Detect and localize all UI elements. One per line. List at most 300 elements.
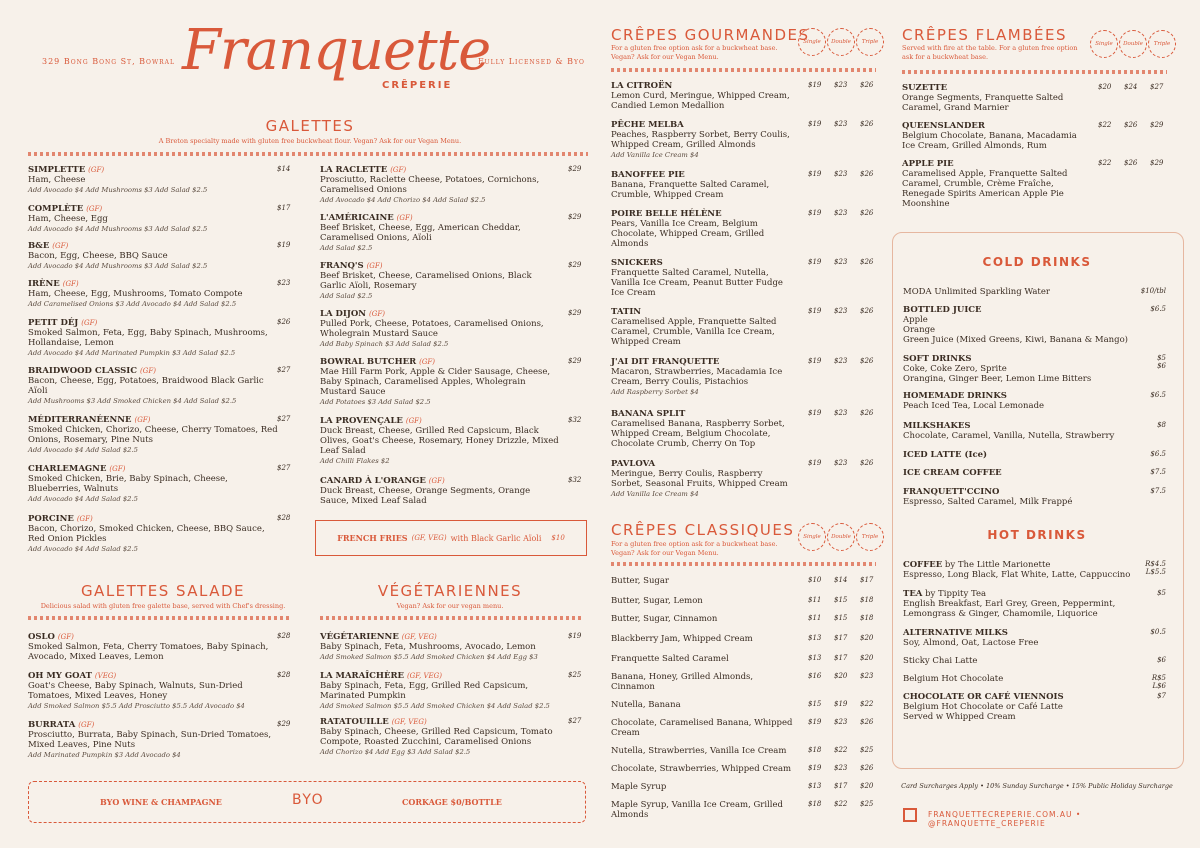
item-desc: Pears, Vanilla Ice Cream, Belgium Chocolate, Whipped Cream, Grilled Almonds	[611, 219, 765, 249]
item-name: BRAIDWOOD CLASSIC (GF)	[28, 366, 156, 376]
item-desc: Macaron, Strawberries, Macadamia Ice Cream, Berry Coulis, Pistachios	[611, 367, 783, 387]
price-line: $5	[1157, 589, 1166, 597]
item-addons: Add Avocado $4 Add Marinated Pumpkin $3 Add Salad $2.5	[28, 349, 236, 357]
size-triple: Triple	[856, 523, 884, 551]
item-desc: Franquette Salted Caramel, Nutella, Vanilla Ice Cream, Peanut Butter Fudge Ice Cream	[611, 268, 783, 298]
item-desc: Orange Segments, Franquette Salted Caramel, Grand Marnier	[902, 93, 1064, 113]
menu-item	[611, 409, 796, 449]
gourmandes-title: CRÊPES GOURMANDES	[611, 26, 810, 44]
item-tag: (GF)	[134, 416, 151, 424]
item-tag: (GF)	[428, 477, 445, 485]
item-name: SUZETTE	[902, 83, 948, 93]
item-price: $13	[808, 654, 822, 662]
item-price: $23	[834, 764, 848, 772]
item-price: $22	[834, 746, 848, 754]
item-name: Butter, Sugar, Lemon	[611, 596, 703, 606]
item-tag: (GF)	[78, 721, 95, 729]
drink-name: HOMEMADE DRINKS	[903, 391, 1007, 401]
address: 329 Bong Bong St, Bowral	[42, 57, 175, 66]
item-desc: Prosciutto, Burrata, Baby Spinach, Sun-Dried Tomatoes, Mixed Leaves, Pine Nuts	[28, 730, 272, 750]
instagram-handle: @FRANQUETTE_CREPERIE	[928, 819, 1046, 828]
item-price: $19	[808, 170, 822, 178]
item-price: $15	[808, 700, 822, 708]
item-price: $23	[834, 409, 848, 417]
instagram-icon	[903, 808, 917, 822]
item-price: $25	[860, 800, 874, 808]
item-price: $19	[568, 632, 582, 640]
item-price: $23	[834, 170, 848, 178]
item-desc: Baby Spinach, Feta, Egg, Grilled Red Capsicum, Marinated Pumpkin	[320, 681, 529, 701]
fries-price: $10	[551, 534, 565, 542]
menu-item	[28, 632, 283, 662]
item-name: J'AI DIT FRANQUETTE	[611, 357, 720, 367]
drink-supplier: by Tippity Tea	[922, 589, 987, 599]
menu-item	[611, 596, 796, 606]
drink-desc: Espresso, Long Black, Flat White, Latte, Cappuccino	[903, 570, 1131, 580]
divider	[611, 562, 876, 566]
drink-desc: Soy, Almond, Oat, Lactose Free	[903, 638, 1039, 648]
hot-drinks-title: HOT DRINKS	[987, 528, 1087, 542]
item-price: $27	[568, 717, 582, 725]
item-tag: (GF)	[390, 166, 407, 174]
divider	[611, 68, 876, 72]
item-price: $23	[860, 672, 874, 680]
item-name: TATIN	[611, 307, 642, 317]
item-price: $29	[568, 213, 582, 221]
menu-item	[902, 83, 1087, 113]
website-link[interactable]	[928, 810, 1200, 828]
item-desc: Smoked Chicken, Brie, Baby Spinach, Cheese, Blueberries, Walnuts	[28, 474, 228, 494]
item-name: PETIT DÉJ (GF)	[28, 318, 98, 328]
item-price: $23	[277, 279, 291, 287]
item-price: $10	[808, 576, 822, 584]
item-price: $26	[860, 409, 874, 417]
item-name: POIRE BELLE HÉLÈNE	[611, 209, 722, 219]
menu-item	[611, 764, 796, 774]
item-name: BURRATA (GF)	[28, 720, 95, 730]
menu-item	[611, 459, 796, 499]
item-desc: Caramelised Banana, Raspberry Sorbet, Whipped Cream, Belgium Chocolate, Chocolate Crumb, Cherry On Top	[611, 419, 785, 449]
item-desc: Bacon, Egg, Cheese, BBQ Sauce	[28, 251, 168, 261]
item-name: Maple Syrup	[611, 782, 667, 792]
fries-tag: (GF, VEG)	[411, 534, 447, 542]
item-price: $27	[277, 415, 291, 423]
item-price: $25	[860, 746, 874, 754]
drink-desc: Apple	[903, 315, 928, 325]
item-desc: Pulled Pork, Cheese, Potatoes, Caramelised Onions, Wholegrain Mustard Sauce	[320, 319, 544, 339]
item-name: LA DIJON (GF)	[320, 309, 385, 319]
menu-item	[902, 159, 1087, 209]
drink-price	[1138, 589, 1166, 597]
item-name: OSLO (GF)	[28, 632, 74, 642]
item-price: $18	[808, 746, 822, 754]
menu-item	[28, 671, 283, 711]
galettes-note: A Breton specialty made with gluten free buckwheat flour. Vegan? Ask for our Vegan Menu.	[158, 137, 462, 145]
item-price: $26	[860, 81, 874, 89]
item-price: $28	[277, 632, 291, 640]
item-addons: Add Salad $2.5	[320, 244, 373, 252]
drink-price	[1138, 560, 1166, 576]
item-tag: (GF, VEG)	[391, 718, 427, 726]
item-price: $27	[277, 464, 291, 472]
drink-supplier: by The Little Marionette	[942, 560, 1051, 570]
item-tag: (GF)	[86, 205, 103, 213]
item-name: Nutella, Strawberries, Vanilla Ice Cream	[611, 746, 787, 756]
item-price: $26	[1124, 121, 1138, 129]
galettes-title: GALETTES	[265, 117, 355, 135]
drink-price	[1138, 692, 1166, 700]
drink-name: MILKSHAKES	[903, 421, 971, 431]
drink-item	[903, 589, 1143, 619]
item-price: $26	[860, 764, 874, 772]
menu-item	[28, 241, 283, 271]
drink-desc: Peach Iced Tea, Local Lemonade	[903, 401, 1045, 411]
item-tag: (GF)	[419, 358, 436, 366]
item-price: $13	[808, 782, 822, 790]
item-price: $26	[860, 718, 874, 726]
item-price: $26	[277, 318, 291, 326]
item-tag: (VEG)	[94, 672, 117, 680]
menu-item	[611, 700, 796, 710]
flambees-title: CRÊPES FLAMBÉES	[902, 26, 1067, 44]
item-desc: Baby Spinach, Feta, Mushrooms, Avocado, Lemon	[320, 642, 536, 652]
item-price: $14	[277, 165, 291, 173]
item-name: SNICKERS	[611, 258, 663, 268]
item-name: PÊCHE MELBA	[611, 120, 684, 130]
menu-item	[320, 309, 560, 349]
drink-price	[1138, 305, 1166, 313]
item-tag: (GF)	[396, 214, 413, 222]
item-desc: Ham, Cheese, Egg, Mushrooms, Tomato Compote	[28, 289, 243, 299]
size-single: Single	[1090, 30, 1118, 58]
item-price: $23	[834, 357, 848, 365]
item-name: Butter, Sugar	[611, 576, 669, 586]
item-price: $18	[808, 800, 822, 808]
item-name: SIMPLETTE (GF)	[28, 165, 105, 175]
item-price: $29	[568, 261, 582, 269]
french-fries-box	[315, 520, 587, 556]
item-price: $29	[568, 165, 582, 173]
item-price: $14	[834, 576, 848, 584]
item-price: $19	[808, 357, 822, 365]
item-price: $27	[1150, 83, 1164, 91]
item-price: $20	[860, 634, 874, 642]
menu-item	[611, 800, 796, 820]
item-price: $18	[860, 614, 874, 622]
drink-name: TEA by Tippity Tea	[903, 589, 987, 599]
size-single: Single	[798, 28, 826, 56]
menu-item	[320, 717, 560, 757]
menu-item	[28, 279, 283, 309]
menu-item	[611, 357, 796, 397]
menu-item	[611, 120, 796, 160]
drink-item	[903, 421, 1143, 441]
menu-item	[611, 307, 796, 347]
item-desc: Smoked Salmon, Feta, Cherry Tomatoes, Baby Spinach, Avocado, Mixed Leaves, Lemon	[28, 642, 269, 662]
drink-name: Belgium Hot Chocolate	[903, 674, 1004, 684]
price-line: $6	[1157, 362, 1166, 370]
price-line: L$5.5	[1145, 568, 1166, 576]
item-price: $26	[860, 459, 874, 467]
drink-item	[903, 391, 1143, 411]
item-price: $23	[834, 718, 848, 726]
item-name: APPLE PIE	[902, 159, 954, 169]
item-addons: Add Avocado $4 Add Salad $2.5	[28, 545, 138, 553]
item-name: RATATOUILLE (GF, VEG)	[320, 717, 427, 727]
item-name: PORCINE (GF)	[28, 514, 93, 524]
price-line: R$4.5	[1145, 560, 1166, 568]
drink-price	[1138, 487, 1166, 495]
item-price: $19	[808, 81, 822, 89]
item-name: MÉDITERRANÉENNE (GF)	[28, 415, 151, 425]
item-name: VÉGÉTARIENNE (GF, VEG)	[320, 632, 437, 642]
item-tag: (GF)	[76, 515, 93, 523]
item-price: $22	[834, 800, 848, 808]
fries-label: FRENCH FRIES	[337, 533, 408, 543]
drink-price	[1138, 674, 1166, 690]
size-triple: Triple	[1148, 30, 1176, 58]
drink-name: SOFT DRINKS	[903, 354, 972, 364]
item-name: LA MARAÎCHÈRE (GF, VEG)	[320, 671, 442, 681]
item-tag: (GF)	[52, 242, 69, 250]
item-desc: Beef Brisket, Cheese, Egg, American Cheddar, Caramelised Onions, Aïoli	[320, 223, 521, 243]
item-price: $28	[277, 671, 291, 679]
price-line: $6	[1157, 656, 1166, 664]
byo-mark: BYO	[292, 792, 325, 808]
drink-desc: English Breakfast, Earl Grey, Green, Peppermint, Lemongrass & Ginger, Chamomile, Liquorice	[903, 599, 1116, 619]
item-price: $20	[834, 672, 848, 680]
menu-item	[611, 576, 796, 586]
menu-item	[611, 81, 796, 111]
item-name: BANANA SPLIT	[611, 409, 686, 419]
item-price: $29	[1150, 121, 1164, 129]
item-tag: (GF)	[405, 417, 422, 425]
menu-item	[320, 213, 560, 253]
item-price: $11	[808, 596, 822, 604]
item-desc: Caramelised Apple, Franquette Salted Caramel, Crumble, Vanilla Ice Cream, Whipped Cream	[611, 317, 777, 347]
size-double: Double	[1119, 30, 1147, 58]
item-tag: (GF)	[88, 166, 105, 174]
divider	[320, 616, 582, 620]
item-name: LA RACLETTE (GF)	[320, 165, 407, 175]
corkage: CORKAGE $0/BOTTLE	[402, 797, 502, 807]
website-text: FRANQUETTECREPERIE.COM.AU	[928, 810, 1073, 819]
item-addons: Add Smoked Salmon $5.5 Add Smoked Chicken $4 Add Salad $2.5	[320, 702, 550, 710]
menu-item	[28, 204, 283, 234]
item-addons: Add Avocado $4 Add Mushrooms $3 Add Salad $2.5	[28, 186, 208, 194]
item-name: CANARD À L'ORANGE (GF)	[320, 476, 445, 486]
logo: Franquette	[182, 18, 491, 83]
item-addons: Add Avocado $4 Add Chorizo $4 Add Salad $2.5	[320, 196, 486, 204]
item-desc: Banana, Franquette Salted Caramel, Crumble, Whipped Cream	[611, 180, 770, 200]
item-price: $16	[808, 672, 822, 680]
menu-item	[611, 634, 796, 644]
item-price: $22	[1098, 121, 1112, 129]
item-desc: Ham, Cheese	[28, 175, 86, 185]
item-name: COMPLÈTE (GF)	[28, 204, 103, 214]
drink-price	[1138, 354, 1166, 370]
drink-name: BOTTLED JUICE	[903, 305, 982, 315]
price-line: $6.5	[1150, 450, 1166, 458]
item-price: $13	[808, 634, 822, 642]
item-name: OH MY GOAT (VEG)	[28, 671, 117, 681]
item-price: $17	[834, 654, 848, 662]
item-price: $11	[808, 614, 822, 622]
item-name: Franquette Salted Caramel	[611, 654, 729, 664]
salade-title: GALETTES SALADE	[80, 582, 246, 600]
menu-item	[320, 165, 560, 205]
classiques-title: CRÊPES CLASSIQUES	[611, 521, 795, 539]
divider	[28, 152, 588, 156]
item-price: $17	[860, 576, 874, 584]
item-price: $19	[808, 764, 822, 772]
drink-price	[1138, 391, 1166, 399]
item-addons: Add Salad $2.5	[320, 292, 373, 300]
item-desc: Mae Hill Farm Pork, Apple & Cider Sausage, Cheese, Baby Spinach, Caramelised Apples, Wholegrain Mustard Sauce	[320, 367, 551, 397]
drink-name: ALTERNATIVE MILKS	[903, 628, 1008, 638]
item-price: $29	[568, 357, 582, 365]
item-name: B&E (GF)	[28, 241, 69, 251]
divider	[902, 70, 1167, 74]
size-double: Double	[827, 28, 855, 56]
drink-name: MODA Unlimited Sparkling Water	[903, 287, 1050, 297]
item-desc: Duck Breast, Cheese, Grilled Red Capsicum, Black Olives, Goat's Cheese, Rosemary, Honey Drizzle, Mixed Leaf Salad	[320, 426, 559, 456]
drink-name: COFFEE by The Little Marionette	[903, 560, 1051, 570]
menu-item	[611, 746, 796, 756]
menu-item	[28, 464, 283, 504]
salade-note: Delicious salad with gluten free galette base, served with Chef's dressing.	[40, 602, 286, 610]
surcharge-note: Card Surcharges Apply • 10% Sunday Surcharge • 15% Public Holiday Surcharge	[901, 782, 1173, 790]
logo-subtitle: CRÊPERIE	[382, 80, 453, 91]
item-addons: Add Smoked Salmon $5.5 Add Prosciutto $5.5 Add Avocado $4	[28, 702, 245, 710]
item-price: $17	[834, 634, 848, 642]
menu-item	[611, 718, 796, 738]
divider	[28, 616, 290, 620]
item-name: Chocolate, Caramelised Banana, Whipped Cream	[611, 718, 793, 738]
item-addons: Add Chilli Flakes $2	[320, 457, 390, 465]
item-addons: Add Avocado $4 Add Salad $2.5	[28, 446, 138, 454]
item-name: PAVLOVA	[611, 459, 656, 469]
drink-item	[903, 674, 1143, 684]
item-price: $27	[277, 366, 291, 374]
menu-item	[320, 632, 560, 662]
drink-desc: Orange	[903, 325, 936, 335]
item-price: $29	[568, 309, 582, 317]
drink-name: ICED LATTE (Ice)	[903, 450, 988, 460]
vege-title: VÉGÉTARIENNES	[377, 582, 523, 600]
menu-item	[320, 357, 560, 407]
item-name: LA CITROËN	[611, 81, 673, 91]
size-double: Double	[827, 523, 855, 551]
price-line: $5	[1157, 354, 1166, 362]
item-name: QUEENSLANDER	[902, 121, 985, 131]
drink-price	[1138, 450, 1166, 458]
byo-wine: BYO WINE & CHAMPAGNE	[100, 797, 222, 807]
item-price: $17	[277, 204, 291, 212]
menu-item	[611, 782, 796, 792]
menu-item	[320, 671, 560, 711]
item-desc: Meringue, Berry Coulis, Raspberry Sorbet, Seasonal Fruits, Whipped Cream	[611, 469, 788, 489]
fries-desc: with Black Garlic Aïoli	[450, 533, 542, 543]
item-name: Nutella, Banana	[611, 700, 681, 710]
item-tag: (GF)	[81, 319, 98, 327]
drink-item	[903, 692, 1143, 722]
item-desc: Duck Breast, Cheese, Orange Segments, Orange Sauce, Mixed Leaf Salad	[320, 486, 531, 506]
item-price: $19	[808, 258, 822, 266]
menu-item	[320, 261, 560, 301]
item-addons: Add Smoked Salmon $5.5 Add Smoked Chicken $4 Add Egg $3	[320, 653, 538, 661]
menu-item	[28, 514, 283, 554]
cold-drinks-title: COLD DRINKS	[982, 255, 1092, 269]
item-price: $23	[834, 120, 848, 128]
item-tag: (GF)	[369, 310, 385, 318]
item-name: IRÈNE (GF)	[28, 279, 79, 289]
item-price: $26	[860, 209, 874, 217]
item-desc: Caramelised Apple, Franquette Salted Caramel, Crumble, Crème Fraîche, Renegade Spirits American Apple Pie Moonshine	[902, 169, 1068, 209]
item-name: CHARLEMAGNE (GF)	[28, 464, 126, 474]
classiques-note: For a gluten free option ask for a buckwheat base. Vegan? Ask for our Vegan Menu.	[611, 540, 778, 557]
item-addons: Add Caramelised Onions $3 Add Avocado $4 Add Salad $2.5	[28, 300, 237, 308]
drink-item	[903, 305, 1143, 345]
drink-desc: Served w Whipped Cream	[903, 712, 1016, 722]
item-desc: Smoked Salmon, Feta, Egg, Baby Spinach, Mushrooms, Hollandaise, Lemon	[28, 328, 268, 348]
item-price: $22	[1098, 159, 1112, 167]
menu-item	[320, 416, 560, 466]
item-name: BANOFFEE PIE	[611, 170, 685, 180]
item-price: $19	[808, 459, 822, 467]
item-desc: Lemon Curd, Meringue, Whipped Cream, Candied Lemon Medallion	[611, 91, 790, 111]
item-price: $18	[860, 596, 874, 604]
item-desc: Prosciutto, Raclette Cheese, Potatoes, Cornichons, Caramelised Onions	[320, 175, 540, 195]
drink-price	[1138, 287, 1166, 295]
drink-price	[1138, 421, 1166, 429]
item-price: $25	[568, 671, 582, 679]
item-price: $19	[808, 409, 822, 417]
drink-item	[903, 468, 1143, 478]
gourmandes-note: For a gluten free option ask for a buckwheat base. Vegan? Ask for our Vegan Menu.	[611, 44, 778, 61]
menu-item	[902, 121, 1087, 151]
drink-item	[903, 560, 1143, 580]
item-price: $15	[834, 596, 848, 604]
item-desc: Beef Brisket, Cheese, Caramelised Onions, Black Garlic Aïoli, Rosemary	[320, 271, 532, 291]
menu-item	[611, 209, 796, 249]
item-price: $19	[808, 307, 822, 315]
drink-name: CHOCOLATE OR CAFÉ VIENNOIS	[903, 692, 1064, 702]
item-price: $19	[808, 120, 822, 128]
item-price: $32	[568, 416, 582, 424]
item-price: $24	[1124, 83, 1138, 91]
item-price: $19	[834, 700, 848, 708]
item-price: $20	[860, 782, 874, 790]
item-name: Chocolate, Strawberries, Whipped Cream	[611, 764, 792, 774]
item-tag: (GF)	[140, 367, 156, 375]
item-addons: Add Vanilla Ice Cream $4	[611, 490, 699, 498]
drink-item	[903, 487, 1143, 507]
drink-desc: Green Juice (Mixed Greens, Kiwi, Banana & Mango)	[903, 335, 1128, 345]
price-line: $7.5	[1150, 487, 1166, 495]
item-price: $23	[834, 307, 848, 315]
item-tag: (GF)	[62, 280, 79, 288]
item-price: $19	[808, 209, 822, 217]
menu-item	[611, 258, 796, 298]
price-line: $6.5	[1150, 305, 1166, 313]
item-name: Banana, Honey, Grilled Almonds, Cinnamon	[611, 672, 754, 692]
item-price: $26	[860, 357, 874, 365]
drink-desc: Coke, Coke Zero, Sprite	[903, 364, 1007, 374]
drink-item	[903, 656, 1143, 666]
item-name: Maple Syrup, Vanilla Ice Cream, Grilled Almonds	[611, 800, 783, 820]
licensed-note: Fully Licensed & Byo	[478, 57, 585, 66]
